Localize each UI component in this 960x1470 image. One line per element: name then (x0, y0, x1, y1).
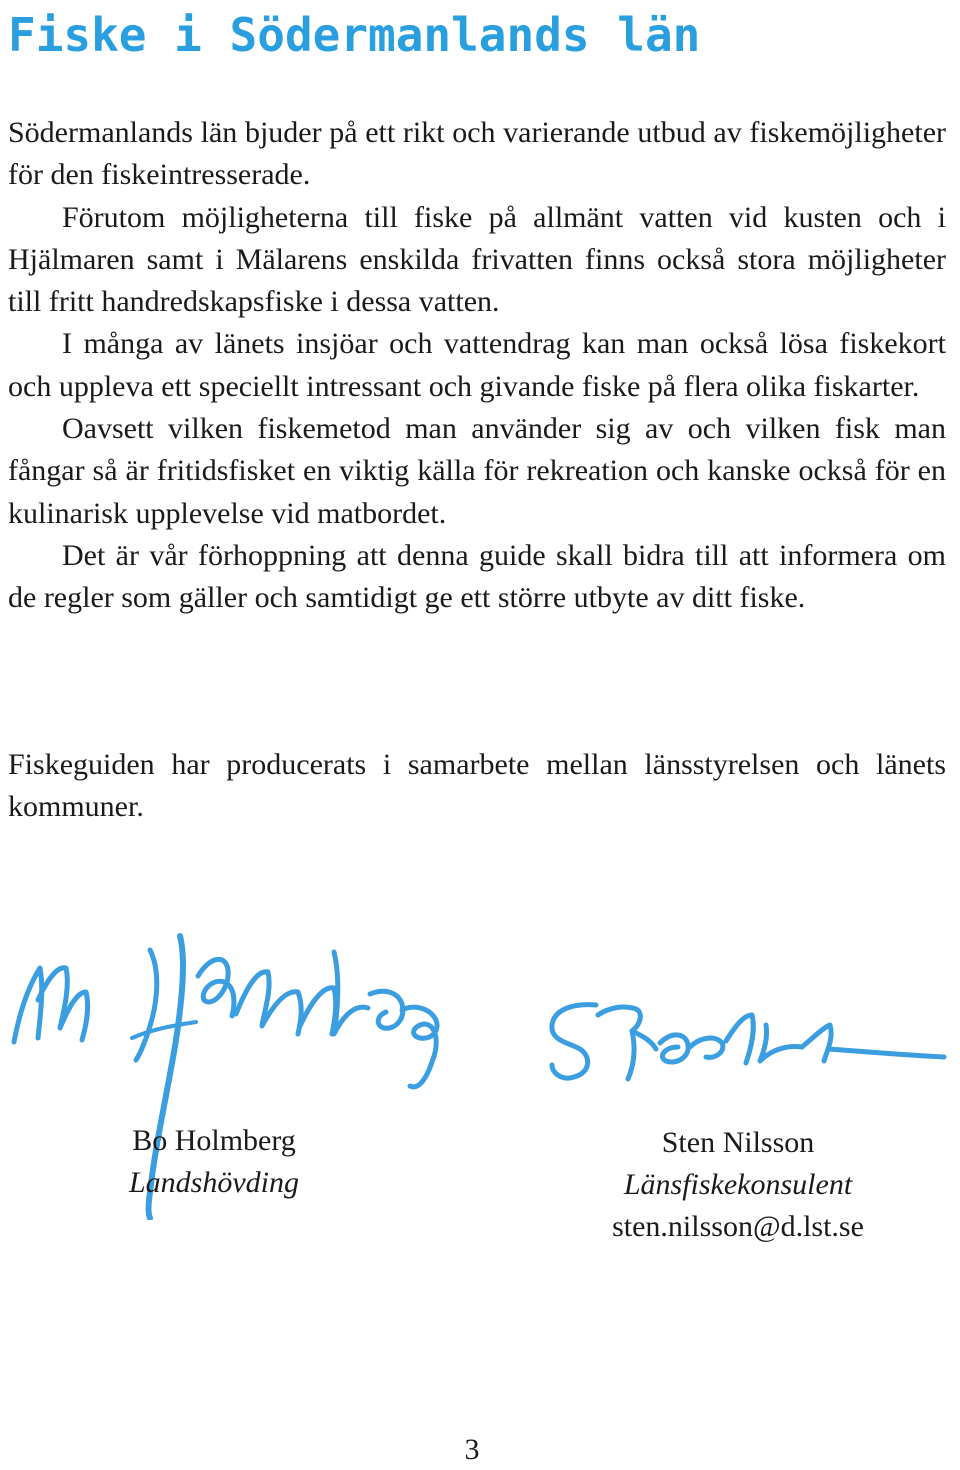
signatory-nilsson (578, 1122, 898, 1248)
page-title: Fiske i Södermanlands län (8, 8, 701, 62)
handwritten-signature-icon (540, 985, 950, 1095)
paragraph: Det är vår förhoppning att denna guide skall bidra till att informera om de regler som gäller och samtidigt ge ett större utbyte av ditt fiske. (8, 538, 946, 615)
signatory-name: Sten Nilsson (661, 1126, 815, 1159)
paragraph: Södermanlands län bjuder på ett rikt och varierande utbud av fiskemöjligheter för den fiskeintresserade. (8, 116, 946, 192)
signatory-role: Länsfiskekonsulent (623, 1168, 853, 1201)
signatory-holmberg (94, 1120, 334, 1204)
signatory-name: Bo Holmberg (132, 1124, 296, 1157)
paragraph: Oavsett vilken fiskemetod man använder sig av och vilken fisk man fångar så är fritidsfisket en viktig källa för rekreation och kanske också för en kulinarisk upplevelse vid matbordet. (8, 412, 946, 530)
intro-text (8, 112, 946, 620)
paragraph: Förutom möjligheterna till fiske på allmänt vatten vid kusten och i Hjälmaren samt i Mälarens enskilda frivatten finns också stora möjligheter till fritt handredskapsfiske i dessa vatten. (8, 200, 946, 319)
production-credit: Fiskeguiden har producerats i samarbete mellan länsstyrelsen och länets kommuner. (8, 748, 946, 824)
signatory-role: Landshövding (128, 1166, 299, 1199)
page-number: 3 (464, 1433, 480, 1466)
signatory-email: sten.nilsson@d.lst.se (612, 1210, 864, 1243)
paragraph: I många av länets insjöar och vattendrag kan man också lösa fiskekort och uppleva ett speciellt intressant och givande fiske på flera olika fiskarter. (8, 327, 946, 403)
